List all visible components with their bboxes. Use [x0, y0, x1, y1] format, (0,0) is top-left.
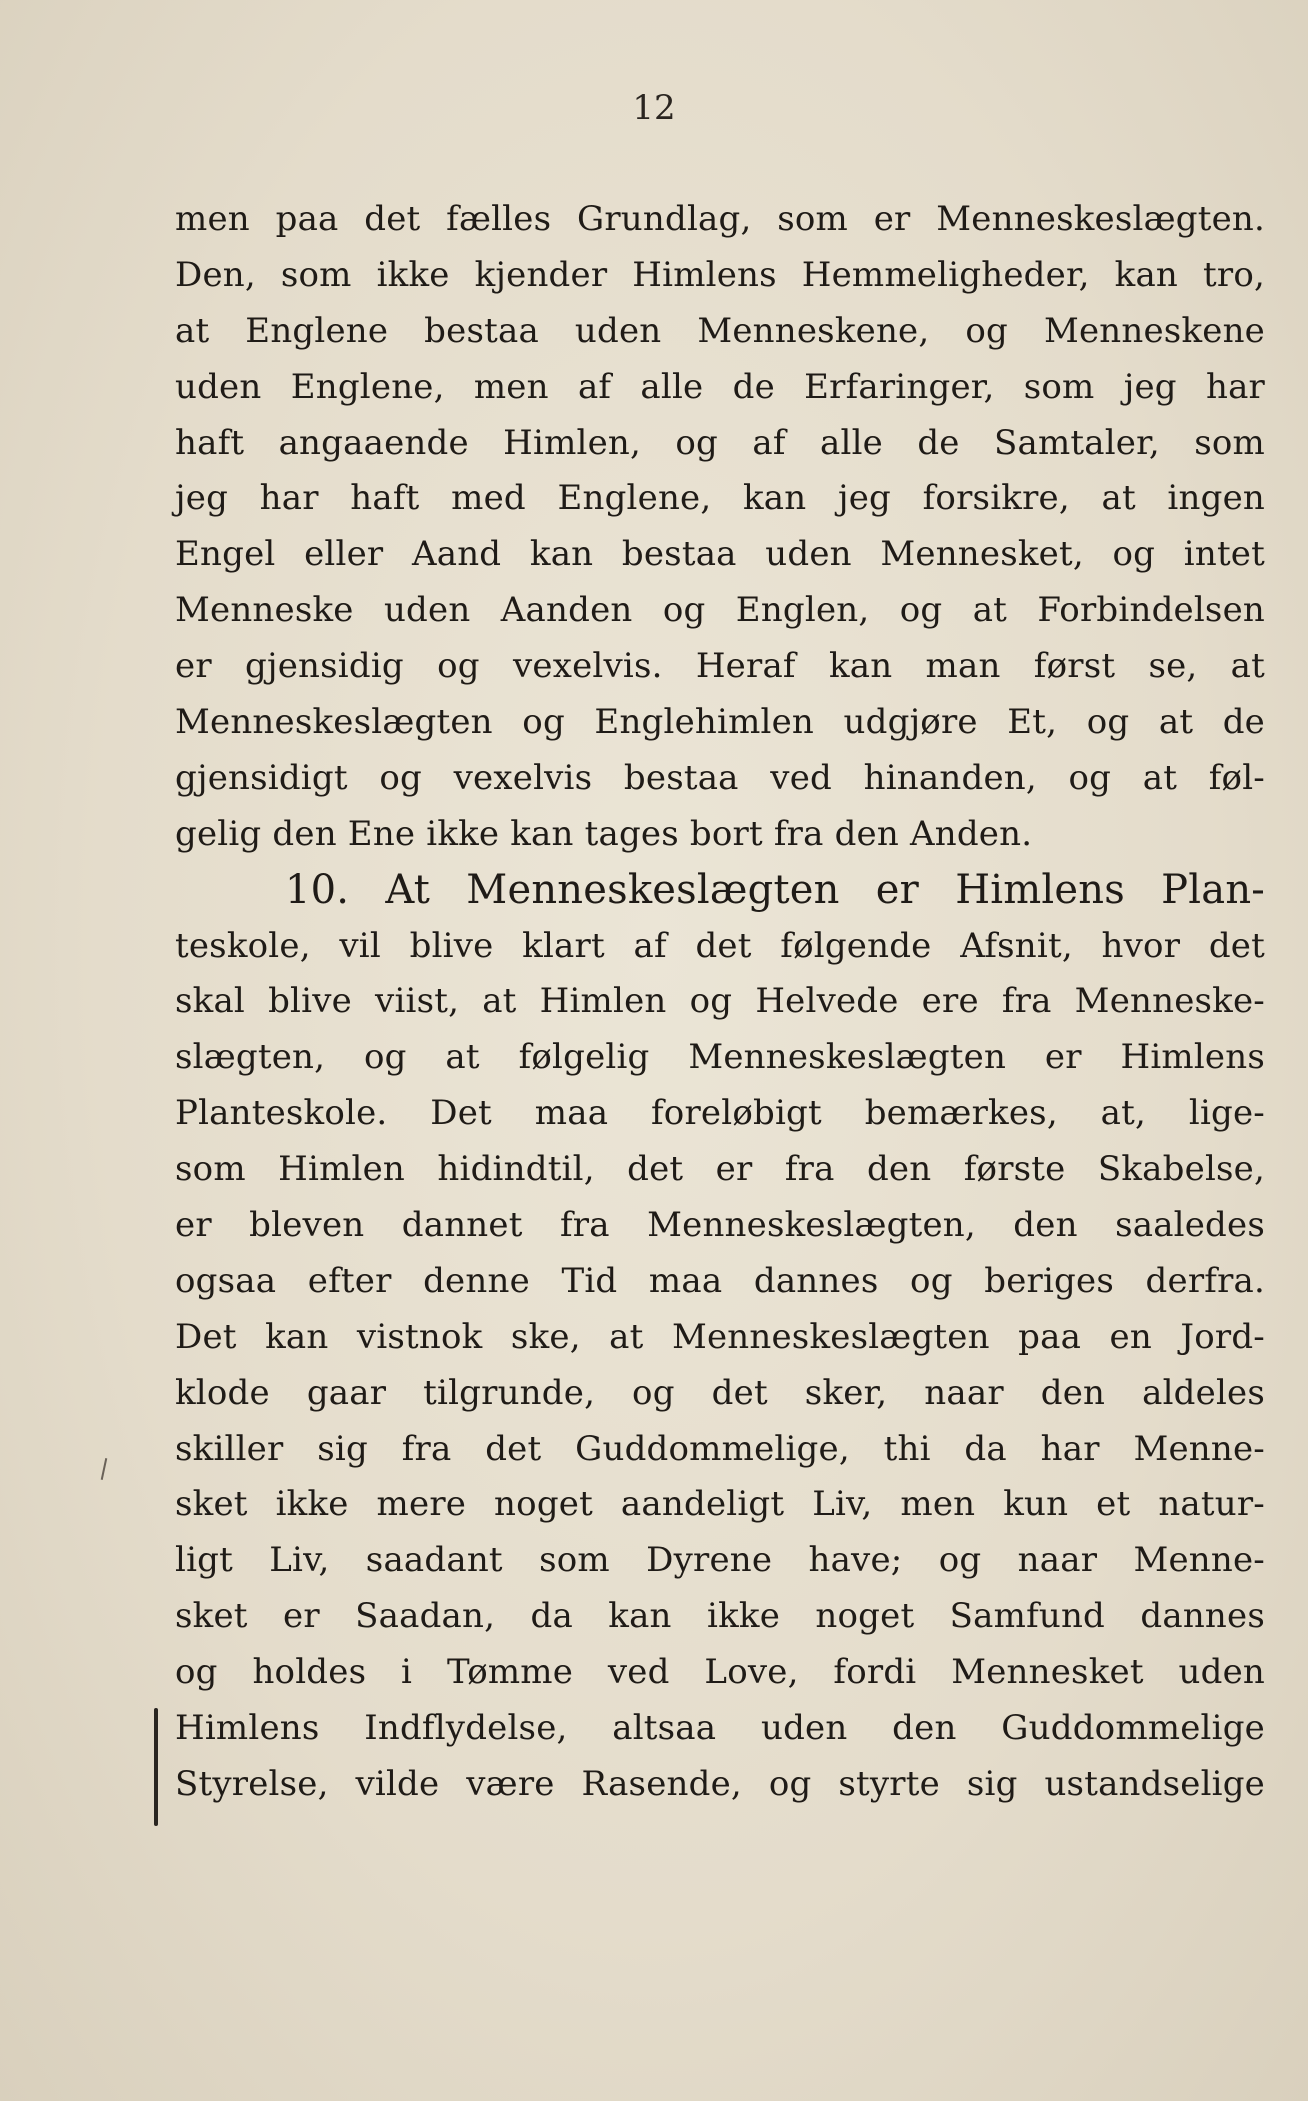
margin-pencil-mark: [154, 1708, 158, 1826]
text-line: Menneskeslægten og Englehimlen udgjøre Et, og at de: [175, 702, 1265, 743]
text-line: gelig den Ene ikke kan tages bort fra den Anden.: [175, 813, 1033, 854]
text-line: haft angaaende Himlen, og af alle de Samtaler, som: [175, 422, 1265, 463]
text-line: gjensidigt og vexelvis bestaa ved hinanden, og at føl-: [175, 757, 1265, 798]
text-line: Styrelse, vilde være Rasende, og styrte sig ustandselige: [175, 1763, 1265, 1804]
text-line: er bleven dannet fra Menneskeslægten, den saaledes: [175, 1205, 1265, 1246]
text-line: Menneske uden Aanden og Englen, og at Forbindelsen: [175, 590, 1265, 631]
text-line: sket er Saadan, da kan ikke noget Samfund dannes: [175, 1596, 1265, 1637]
text-line: Planteskole. Det maa foreløbigt bemærkes, at, lige-: [175, 1093, 1265, 1134]
text-line: at Englene bestaa uden Menneskene, og Menneskene: [175, 310, 1265, 351]
text-line: slægten, og at følgelig Menneskeslægten er Himlens: [175, 1037, 1265, 1078]
text-line: ligt Liv, saadant som Dyrene have; og naar Menne-: [175, 1540, 1265, 1581]
text-line: uden Englene, men af alle de Erfaringer, som jeg har: [175, 366, 1265, 407]
text-line: sket ikke mere noget aandeligt Liv, men kun et natur-: [175, 1484, 1265, 1525]
text-line: Himlens Indflydelse, altsaa uden den Guddommelige: [175, 1708, 1265, 1749]
text-line: som Himlen hidindtil, det er fra den første Skabelse,: [175, 1149, 1265, 1190]
text-line: skal blive viist, at Himlen og Helvede ere fra Menneske-: [175, 981, 1265, 1022]
text-line: Engel eller Aand kan bestaa uden Mennesket, og intet: [175, 534, 1265, 575]
text-line: jeg har haft med Englene, kan jeg forsikre, at ingen: [175, 478, 1265, 519]
text-line: teskole, vil blive klart af det følgende Afsnit, hvor det: [175, 925, 1265, 966]
text-line: og holdes i Tømme ved Love, fordi Mennesket uden: [175, 1652, 1265, 1693]
text-line: skiller sig fra det Guddommelige, thi da har Menne-: [175, 1428, 1265, 1469]
text-line: Det kan vistnok ske, at Menneskeslægten paa en Jord-: [175, 1316, 1265, 1357]
page-number: 12: [632, 88, 676, 128]
text-line: er gjensidig og vexelvis. Heraf kan man først se, at: [175, 646, 1265, 687]
text-line: men paa det fælles Grundlag, som er Menneskeslægten.: [175, 199, 1265, 239]
body-text: [175, 192, 1265, 1813]
text-line: ogsaa efter denne Tid maa dannes og beriges derfra.: [175, 1260, 1265, 1301]
margin-tick-mark: [101, 1458, 108, 1480]
text-line: klode gaar tilgrunde, og det sker, naar den aldeles: [175, 1372, 1265, 1413]
text-line: Den, som ikke kjender Himlens Hemmeligheder, kan tro,: [175, 254, 1265, 295]
section-heading-line: 10. At Menneskeslægten er Himlens Plan-: [285, 866, 1265, 913]
